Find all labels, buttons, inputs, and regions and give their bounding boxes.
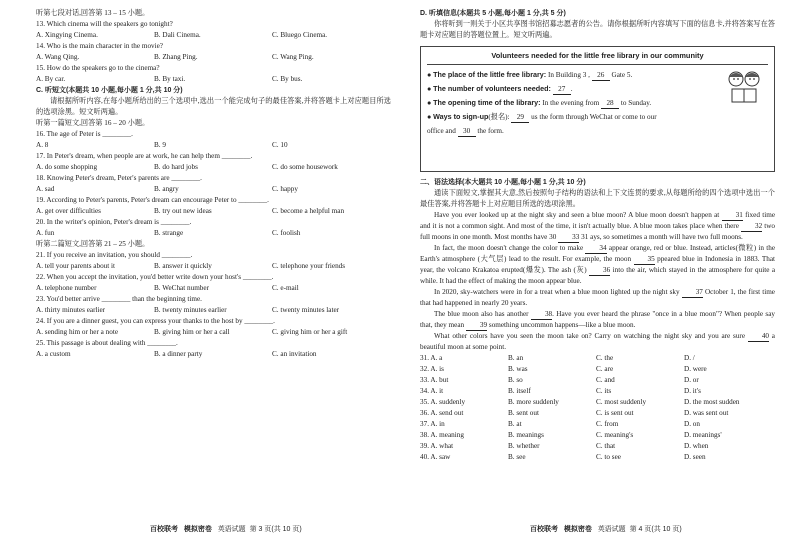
option-b: B. itself [508,387,531,395]
option-c: C. from [596,420,619,428]
options-16 [36,140,391,151]
passage-text: into the air, which stayed in the atmosphere for quite a while. It had the effect of making the moon appear blue. [420,266,776,285]
blank-39: 39 [466,321,487,331]
options-24 [36,327,391,338]
options-25 [36,349,391,360]
option-b: B. answer it quickly [154,262,212,270]
option-b: B. WeChat number [154,284,209,292]
passage-text: ppeared blue in Indonesia in 1883. That year, the volcano Krakatoa erupted(爆发). The ash (灰) [420,255,776,274]
options-15 [36,74,391,85]
option-a: 37. A. in [420,420,445,428]
info-text: In Building 3 , [547,71,590,79]
option-c: C. meaning's [596,431,634,439]
passage-text: In 2020, sky-watchers were in for a treat when a blue moon lighted up the night sky [434,288,680,296]
options-13 [36,30,391,41]
question-15: 15. How do the speakers go to the cinema? [36,64,160,72]
blank-40: 40 [748,332,769,342]
option-c: C. foolish [272,229,301,237]
question-13: 13. Which cinema will the speakers go tonight? [36,20,173,28]
blank-33: 33 [558,233,579,243]
info-text: (报名): [488,113,510,121]
option-b: B. strange [154,229,184,237]
option-a: 40. A. saw [420,453,451,461]
option-d: D. were [684,365,707,373]
option-b: B. Zhang Ping. [154,53,198,61]
page-footer-left [150,524,302,534]
option-c: C. become a helpful man [272,207,345,215]
option-c: C. telephone your friends [272,262,346,270]
info-text: office and [427,127,456,135]
footer-subject: 英语试题 [217,526,246,533]
option-a: A. Xingying Cinema. [36,31,98,39]
info-label: The opening time of the library: [433,98,541,107]
passage-paragraph-5 [420,331,775,353]
question-21: 21. If you receive an invitation, you should ________. [36,251,193,259]
question-17: 17. In Peter's dream, when people are at work, he can help them ________. [36,152,253,160]
option-b: B. Dali Cinema. [154,31,201,39]
blank-32: 32 [741,222,762,232]
option-c: C. its [596,387,612,395]
footer-exam: 模拟密卷 [183,526,212,533]
blank-31: 31 [722,211,743,221]
option-b: B. so [508,376,523,384]
passage-text: two full moons in one month. Most months have 30 [420,222,776,241]
option-b: B. was [508,365,528,373]
option-c: C. Wang Ping. [272,53,314,61]
question-23: 23. You'd better arrive ________ than the beginning time. [36,295,202,303]
passage-1-intro: 听第一篇短文,回答第 16 – 20 小题。 [36,119,150,127]
passage-text: a beautiful moon at some point. [420,332,775,351]
info-text: the form. [477,127,504,135]
footer-page-number: 第 3 页(共 10 页) [249,526,302,533]
section-c-heading: C. 听短文(本题共 10 小题,每小题 1 分,共 10 分) [36,87,183,94]
option-a: 38. A. meaning [420,431,464,439]
info-item-signup: ● Ways to sign-up(报名): 29 us the form through WeChat or come to our [427,112,657,121]
option-b: B. at [508,420,522,428]
option-d: D. was sent out [684,409,729,417]
question-18: 18. Knowing Peter's dream, Peter's parents are ________. [36,174,202,182]
blank-36: 36 [589,266,610,276]
option-c: C. that [596,442,616,450]
blank-30: 30 [458,127,476,137]
option-c: C. is sent out [596,409,634,417]
page-footer-right [530,524,682,534]
option-d: D. / [684,354,695,362]
option-b: B. 9 [154,141,166,149]
option-a: A. sending him or her a note [36,328,119,336]
blank-37: 37 [682,288,703,298]
passage-text: In fact, the moon doesn't change the color to make [434,244,584,252]
section-d-heading: D. 听填信息(本题共 5 小题,每小题 1 分,共 5 分) [420,10,566,17]
option-c: C. e-mail [272,284,299,292]
passage-paragraph-1 [420,210,775,243]
option-c: C. most suddenly [596,398,647,406]
options-35 [420,397,775,408]
option-c: C. to see [596,453,621,461]
blank-26: 26 [592,71,610,81]
passage-text: October 1, the first time that had happened in nearly 20 years. [420,288,775,307]
option-a: 34. A. it [420,387,444,395]
question-14: 14. Who is the main character in the movie? [36,42,164,50]
option-d: D. on [684,420,700,428]
passage-text: fixed time and it is not a common sight. And most of the time, it isn't actually blue. A blue moon takes place when there [420,211,776,230]
option-c: C. an invitation [272,350,317,358]
option-c: C. the [596,354,614,362]
options-22 [36,283,391,294]
option-d: D. the most sudden [684,398,740,406]
options-38 [420,430,775,441]
option-b: B. angry [154,185,179,193]
info-label: The place of the little free library: [433,70,547,79]
passage-text: 31 ays, so sometimes a month will have two full moons. [581,233,743,241]
grammar-options [420,353,775,463]
footer-exam: 模拟密卷 [563,526,592,533]
footer-brand: 百校联考 [150,526,178,533]
option-b: B. do hard jobs [154,163,198,171]
info-label: Ways to sign-up [433,112,489,121]
info-text: us the form through WeChat or come to our [531,113,657,121]
options-31 [420,353,775,364]
option-a: 36. A. send out [420,409,464,417]
options-37 [420,419,775,430]
passage-text: something uncommon happens—like a blue moon. [488,321,636,329]
option-a: A. telephone number [36,284,97,292]
option-b: B. By taxi. [154,75,186,83]
option-b: B. more suddenly [508,398,559,406]
info-text: to Sunday. [620,99,652,107]
blank-29: 29 [511,113,529,123]
passage-text: What other colors have you seen the moon take on? Carry on watching the night sky and you are sure [434,332,746,340]
option-a: 39. A. what [420,442,454,450]
right-page [420,8,775,463]
footer-brand: 百校联考 [530,526,558,533]
option-a: A. thirty minutes earlier [36,306,106,314]
section-ii-directions: 通读下面短文,掌握其大意,然后按照句子结构的语法和上下文连贯的要求,从每题所给的四个选项中选出一个最佳答案,并将答题卡上对应题目所选的选项涂黑。 [420,189,775,208]
option-a: A. do some shopping [36,163,98,171]
info-item-place: ● The place of the little free library: In Building 3 , 26 Gate 5. [427,70,633,79]
option-a: A. By car. [36,75,66,83]
info-label: The number of volunteers needed: [433,84,551,93]
option-c: C. do some housework [272,163,338,171]
passage-text: Have you ever looked up at the night sky and seen a blue moon? A blue moon doesn't happen at [434,211,720,219]
info-text: Gate 5. [611,71,633,79]
question-22: 22. When you accept the invitation, you'd better write down your host's ________. [36,273,274,281]
option-a: 31. A. a [420,354,443,362]
section-c-directions: 请根据所听内容,在每小题所给出的三个选项中,选出一个能完成句子的最佳答案,并将答题卡上对应题目所选的选项涂黑。短文听两遍。 [36,97,391,116]
option-b: B. see [508,453,526,461]
options-14 [36,52,391,63]
options-21 [36,261,391,272]
footer-subject: 英语试题 [597,526,626,533]
info-card [420,46,775,172]
option-c: C. By bus. [272,75,303,83]
options-39 [420,441,775,452]
blank-35: 35 [634,255,655,265]
option-b: B. meanings [508,431,544,439]
option-a: 32. A. is [420,365,444,373]
passage-text: appear orange, red or blue. Instead, articles(微粒) in the Earth's atmosphere (大气层) lead to the result. For example, the moon [420,244,776,263]
option-c: C. and [596,376,615,384]
passage-2-intro: 听第二篇短文,回答第 21 – 25 小题。 [36,240,150,248]
passage-paragraph-4 [420,309,775,331]
options-34 [420,386,775,397]
info-item-number: ● The number of volunteers needed: 27 . [427,84,573,93]
question-24: 24. If you are a dinner guest, you can express your thanks to the host by ________. [36,317,275,325]
option-c: C. Bluego Cinema. [272,31,328,39]
blank-38: 38 [531,310,552,320]
blank-34: 34 [585,244,606,254]
passage-text: The blue moon also has another [434,310,529,318]
passage-paragraph-3 [420,287,775,309]
question-19: 19. According to Peter's parents, Peter's dream can encourage Peter to ________. [36,196,269,204]
option-b: B. sent out [508,409,539,417]
reading-kids-illustration [720,67,768,107]
section-ii-heading: 二、语法选择(本大题共 10 小题,每小题 1 分,共 10 分) [420,179,586,186]
option-a: 35. A. suddenly [420,398,466,406]
blank-27: 27 [553,85,571,95]
option-d: D. when [684,442,709,450]
option-b: B. whether [508,442,540,450]
options-20 [36,228,391,239]
option-c: C. 10 [272,141,288,149]
option-a: 33. A. but [420,376,449,384]
option-c: C. twenty minutes later [272,306,340,314]
options-33 [420,375,775,386]
blank-28: 28 [601,99,619,109]
passage-paragraph-2 [420,243,775,287]
info-card-title: Volunteers needed for the little free library in our community [427,50,768,65]
option-a: A. tell your parents about it [36,262,116,270]
info-text: In the evening from [542,99,600,107]
passage-text: . Have you ever heard the phrase "once in a blue moon"? When people say that, they mean [420,310,775,329]
info-item-signup-cont [427,124,768,138]
option-b: B. try out new ideas [154,207,212,215]
options-32 [420,364,775,375]
question-16: 16. The age of Peter is ________. [36,130,133,138]
section-intro: 听第七段对话,回答第 13 – 15 小题。 [36,9,150,17]
options-36 [420,408,775,419]
option-d: D. seen [684,453,706,461]
option-a: A. a custom [36,350,71,358]
options-40 [420,452,775,463]
question-25: 25. This passage is about dealing with ________. [36,339,178,347]
info-item-time: ● The opening time of the library: In the evening from 28 to Sunday. [427,98,652,107]
option-b: B. giving him or her a call [154,328,230,336]
option-c: C. are [596,365,614,373]
option-d: D. meanings' [684,431,722,439]
options-17 [36,162,391,173]
options-18 [36,184,391,195]
option-a: A. 8 [36,141,49,149]
info-text: . [570,85,573,93]
left-page [36,8,391,360]
option-a: A. get over difficulties [36,207,101,215]
option-b: B. an [508,354,524,362]
option-d: D. or [684,376,699,384]
option-b: B. a dinner party [154,350,203,358]
section-d-directions: 你将听到一则关于小区共享图书馆招募志愿者的公告。请你根据所听内容填写下面的信息卡,并将答案写在答题卡对应题目的答题位置上。短文听两遍。 [420,20,775,39]
footer-page-number: 第 4 页(共 10 页) [629,526,682,533]
option-a: A. sad [36,185,55,193]
option-d: D. it's [684,387,701,395]
option-b: B. twenty minutes earlier [154,306,227,314]
options-19 [36,206,391,217]
option-c: C. giving him or her a gift [272,328,348,336]
options-23 [36,305,391,316]
option-c: C. happy [272,185,298,193]
question-20: 20. In the writer's opinion, Peter's dream is ________. [36,218,192,226]
option-a: A. fun [36,229,55,237]
option-a: A. Wang Qing. [36,53,80,61]
